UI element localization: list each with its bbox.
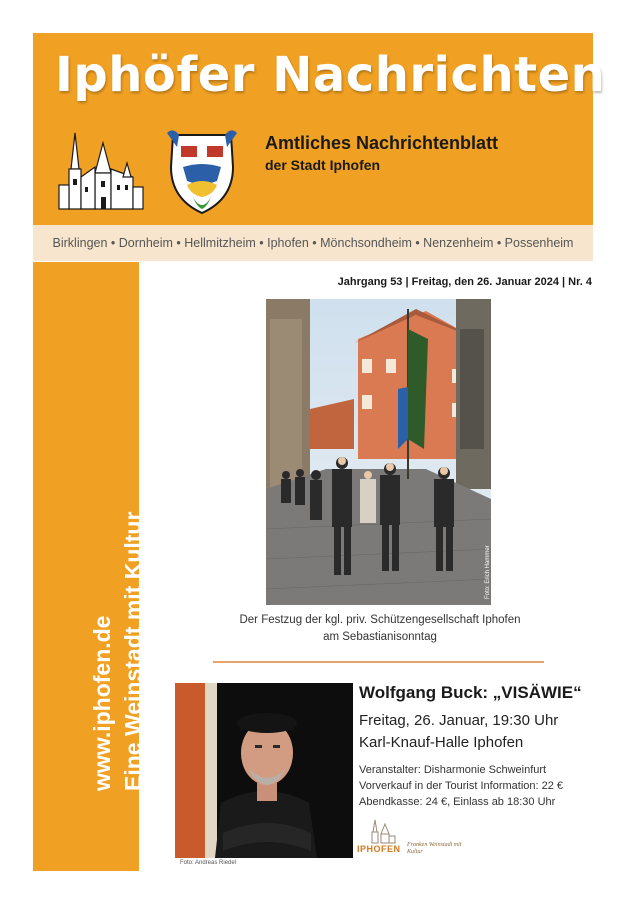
church-logo-icon [55, 129, 145, 213]
issue-line: Jahrgang 53 | Freitag, den 26. Januar 2024 | Nr. 4 [337, 276, 592, 288]
event-presale: Vorverkauf in der Tourist Information: 22 € [359, 780, 564, 792]
section-divider [213, 661, 544, 663]
photo-credit: Foto: Erich Hammer [485, 545, 491, 599]
performer-photo-credit: Foto: Andreas Riedel [180, 860, 237, 866]
newspaper-title: Iphöfer Nachrichten [55, 47, 606, 103]
performer-photo [175, 683, 353, 858]
event-venue: Karl-Knauf-Halle Iphofen [359, 734, 524, 751]
masthead-subtitle: Amtliches Nachrichtenblatt [265, 133, 499, 153]
iphofen-logo [357, 818, 462, 858]
coat-of-arms-icon [163, 127, 241, 215]
photo-caption [190, 612, 570, 646]
sidebar-slogan: Eine Weinstadt mit Kultur [120, 511, 146, 791]
event-title: Wolfgang Buck: „VISÄWIE“ [359, 683, 582, 702]
sidebar [33, 262, 146, 871]
event-box-office: Abendkasse: 24 €, Einlass ab 18:30 Uhr [359, 796, 556, 808]
masthead [33, 33, 606, 225]
sidebar-text [87, 512, 149, 791]
performer-illustration [175, 683, 353, 858]
sidebar-website: www.iphofen.de [89, 615, 115, 791]
masthead-city: der Stadt Iphofen [265, 157, 381, 173]
caption-line-2: am Sebastianisonntag [323, 631, 437, 643]
procession-photo [266, 299, 491, 605]
caption-line-1: Der Festzug der kgl. priv. Schützengesellschaft Iphofen [239, 614, 521, 626]
villages-strip: Birklingen • Dornheim • Hellmitzheim • Iphofen • Mönchsondheim • Nenzenheim • Possenheim [33, 225, 593, 261]
iphofen-tagline: Franken Weinstadt mit Kultur [407, 842, 462, 855]
iphofen-wordmark: IPHOFEN [357, 844, 401, 854]
iphofen-church-icon [367, 818, 397, 844]
procession-illustration [266, 299, 491, 605]
event-date: Freitag, 26. Januar, 19:30 Uhr [359, 712, 559, 729]
event-organizer: Veranstalter: Disharmonie Schweinfurt [359, 764, 547, 776]
